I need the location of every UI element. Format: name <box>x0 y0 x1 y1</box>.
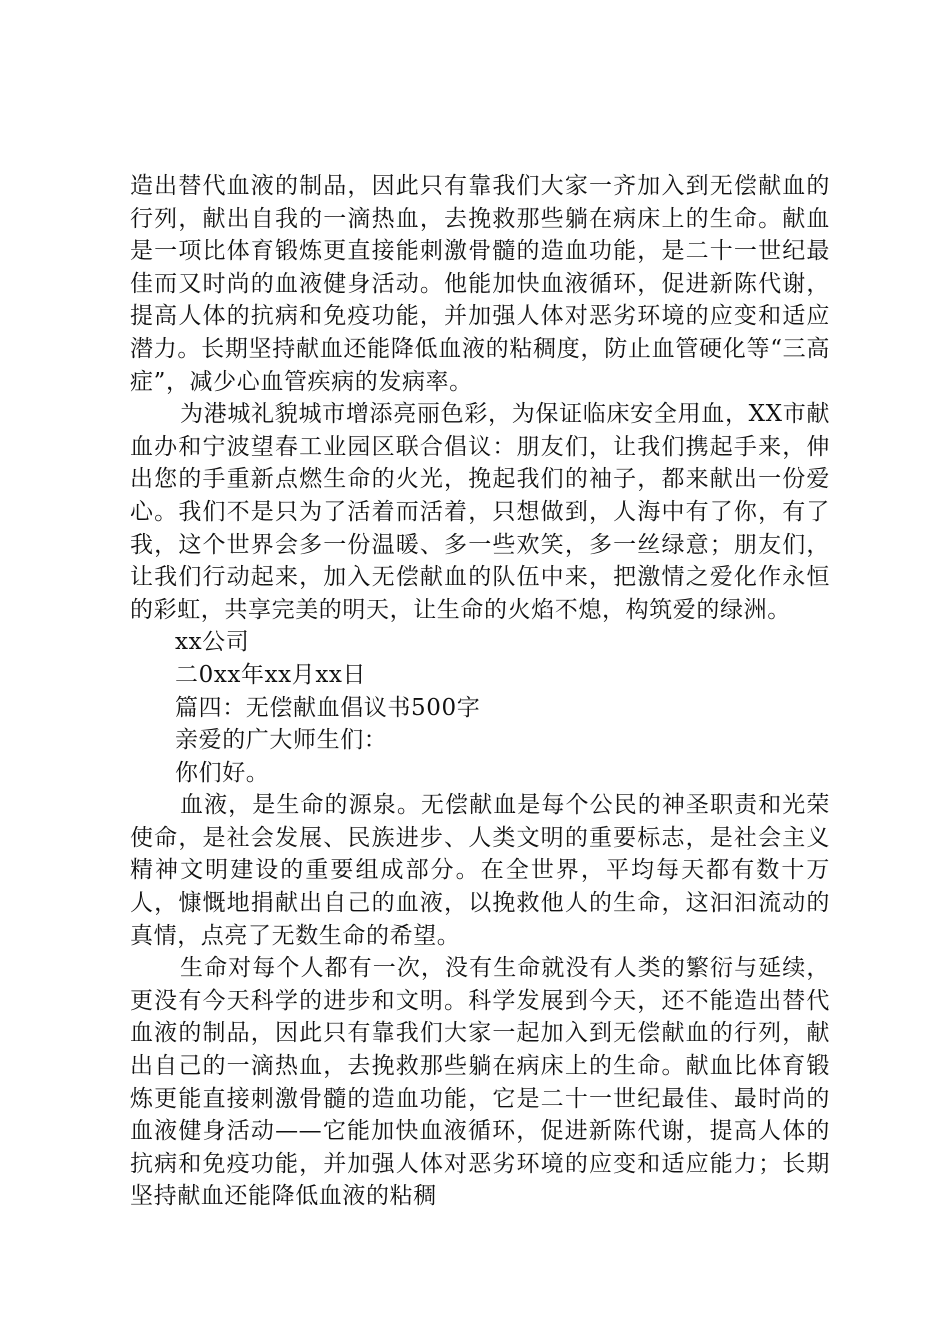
paragraph-joint-initiative: 为港城礼貌城市增添亮丽色彩，为保证临床安全用血，XX市献血办和宁波望春工业园区联合倡议：朋友们，让我们携起手来，伸出您的手重新点燃生命的火光，挽起我们的袖子，都来献出一份爱心。我们不是只为了活着而活着，只想做到，人海中有了你，有了我，这个世界会多一份温暖、多一些欢笑，多一丝绿意；朋友们，让我们行动起来，加入无偿献血的队伍中来，把激情之爱化作永恒的彩虹，共享完美的明天，让生命的火焰不熄，构筑爱的绿洲。 <box>130 401 830 623</box>
paragraph-blood-benefits-continued: 造出替代血液的制品，因此只有靠我们大家一齐加入到无偿献血的行列，献出自我的一滴热血，去挽救那些躺在病床上的生命。献血是一项比体育锻炼更直接能刺激骨髓的造血功能，是二十一世纪最佳而又时尚的血液健身活动。他能加快血液循环，促进新陈代谢，提高人体的抗病和免疫功能，并加强人体对恶劣环境的应变和适应潜力。长期坚持献血还能降低血液的粘稠度，防止血管硬化等“三高症”，减少心血管疾病的发病率。 <box>130 173 830 395</box>
salutation: 亲爱的广大师生们： <box>175 727 388 754</box>
section-heading: 篇四：无偿献血倡议书500字 <box>175 694 481 721</box>
signature-date: 二0xx年xx月xx日 <box>175 661 367 688</box>
document-page <box>130 170 830 1213</box>
signature-company: xx公司 <box>175 629 250 656</box>
paragraph-blood-source-of-life: 血液，是生命的源泉。无偿献血是每个公民的神圣职责和光荣使命，是社会发展、民族进步、人类文明的重要标志，是社会主义精神文明建设的重要组成部分。在全世界，平均每天都有数十万人，慷慨地捐献出自己的血液，以挽救他人的生命，这汩汩流动的真情，点亮了无数生命的希望。 <box>130 792 830 949</box>
paragraph-life-and-science: 生命对每个人都有一次，没有生命就没有人类的繁衍与延续，更没有今天科学的进步和文明。科学发展到今天，还不能造出替代血液的制品，因此只有靠我们大家一起加入到无偿献血的行列，献出自己的一滴热血，去挽救那些躺在病床上的生命。献血比体育锻炼更能直接刺激骨髓的造血功能，它是二十一世纪最佳、最时尚的血液健身活动——它能加快血液循环，促进新陈代谢，提高人体的抗病和免疫功能，并加强人体对恶劣环境的应变和适应能力；长期坚持献血还能降低血液的粘稠 <box>130 955 830 1210</box>
greeting: 你们好。 <box>175 759 270 786</box>
